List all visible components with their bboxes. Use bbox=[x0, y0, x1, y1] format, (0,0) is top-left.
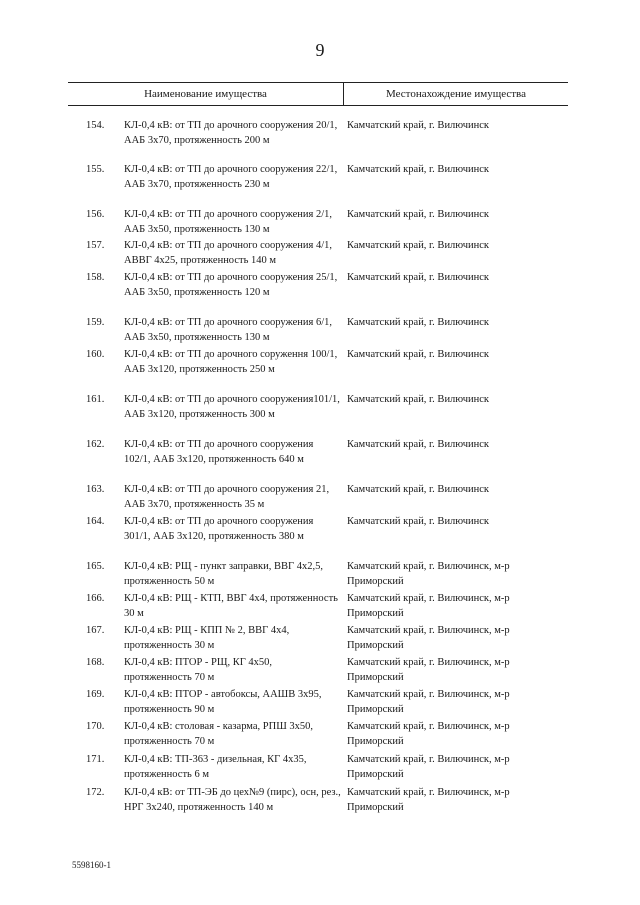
row-number: 163. bbox=[86, 484, 105, 495]
row-number: 157. bbox=[86, 240, 105, 251]
row-location: Камчатский край, г. Вилючинск bbox=[347, 349, 490, 360]
header-location-column: Местонахождение имущества bbox=[386, 88, 526, 100]
row-location: Камчатский край, г. Вилючинск bbox=[347, 484, 490, 495]
row-location: Камчатский край, г. Вилючинск bbox=[347, 439, 490, 450]
row-property-name: КЛ-0,4 кВ: ПТОР - автобоксы, ААШВ 3х95, протяженность 90 м bbox=[124, 689, 322, 716]
row-property-name: КЛ-0,4 кВ: РЩ - КТП, ВВГ 4х4, протяженность 30 м bbox=[124, 593, 338, 620]
row-number: 162. bbox=[86, 439, 105, 450]
row-location: Камчатский край, г. Вилючинск bbox=[347, 317, 490, 328]
row-location: Камчатский край, г. Вилючинск, м-р Приморский bbox=[347, 625, 510, 652]
row-number: 159. bbox=[86, 317, 105, 328]
row-location: Камчатский край, г. Вилючинск, м-р Приморский bbox=[347, 754, 510, 781]
row-location: Камчатский край, г. Вилючинск, м-р Приморский bbox=[347, 721, 510, 748]
row-number: 161. bbox=[86, 394, 105, 405]
row-number: 165. bbox=[86, 561, 105, 572]
row-location: Камчатский край, г. Вилючинск, м-р Приморский bbox=[347, 657, 510, 684]
row-property-name: КЛ-0,4 кВ: от ТП до арочного сооружения 301/1, ААБ 3х120, протяженность 380 м bbox=[124, 516, 314, 543]
row-number: 156. bbox=[86, 209, 105, 220]
row-property-name: КЛ-0,4 кВ: от ТП-ЭБ до цех№9 (пирс), осн, рез., НРГ 3х240, протяженность 140 м bbox=[124, 787, 341, 814]
row-location: Камчатский край, г. Вилючинск, м-р Приморский bbox=[347, 593, 510, 620]
row-property-name: КЛ-0,4 кВ: РЩ - КПП № 2, ВВГ 4х4, протяженность 30 м bbox=[124, 625, 290, 652]
row-property-name: КЛ-0,4 кВ: ТП-363 - дизельная, КГ 4х35, протяженность 6 м bbox=[124, 754, 307, 781]
row-property-name: КЛ-0,4 кВ: от ТП до арочного сооружения 2/1, ААБ 3х50, протяженность 130 м bbox=[124, 209, 333, 236]
row-location: Камчатский край, г. Вилючинск bbox=[347, 209, 490, 220]
row-location: Камчатский край, г. Вилючинск bbox=[347, 516, 490, 527]
row-number: 166. bbox=[86, 593, 105, 604]
row-location: Камчатский край, г. Вилючинск bbox=[347, 394, 490, 405]
row-location: Камчатский край, г. Вилючинск, м-р Приморский bbox=[347, 689, 510, 716]
row-property-name: КЛ-0,4 кВ: от ТП до арочного соруження 100/1, ААБ 3х120, протяженность 250 м bbox=[124, 349, 338, 376]
row-number: 172. bbox=[86, 787, 105, 798]
row-number: 155. bbox=[86, 164, 105, 175]
row-number: 154. bbox=[86, 120, 105, 131]
row-number: 171. bbox=[86, 754, 105, 765]
row-property-name: КЛ-0,4 кВ: РЩ - пункт заправки, ВВГ 4х2,5, протяженность 50 м bbox=[124, 561, 323, 588]
row-number: 170. bbox=[86, 721, 105, 732]
row-number: 160. bbox=[86, 349, 105, 360]
row-location: Камчатский край, г. Вилючинск bbox=[347, 272, 490, 283]
row-location: Камчатский край, г. Вилючинск, м-р Приморский bbox=[347, 561, 510, 588]
row-number: 168. bbox=[86, 657, 105, 668]
row-property-name: КЛ-0,4 кВ: от ТП до арочного сооружения 22/1, ААБ 3х70, протяженность 230 м bbox=[124, 164, 338, 191]
row-property-name: КЛ-0,4 кВ: от ТП до арочного сооружения 102/1, ААБ 3х120, протяженность 640 м bbox=[124, 439, 314, 466]
row-property-name: КЛ-0,4 кВ: от ТП до арочного сооружения 4/1, АВВГ 4х25, протяженность 140 м bbox=[124, 240, 333, 267]
row-property-name: КЛ-0,4 кВ: ПТОР - РЩ, КГ 4х50, протяженность 70 м bbox=[124, 657, 273, 684]
row-property-name: КЛ-0,4 кВ: от ТП до арочного сооружения 6/1, ААБ 3х50, протяженность 130 м bbox=[124, 317, 333, 344]
page-number: 9 bbox=[315, 40, 325, 60]
row-number: 169. bbox=[86, 689, 105, 700]
row-location: Камчатский край, г. Вилючинск, м-р Приморский bbox=[347, 787, 510, 814]
row-number: 158. bbox=[86, 272, 105, 283]
row-location: Камчатский край, г. Вилючинск bbox=[347, 240, 490, 251]
row-property-name: КЛ-0,4 кВ: от ТП до арочного сооружения 21, ААБ 3х70, протяженность 35 м bbox=[124, 484, 330, 511]
row-number: 164. bbox=[86, 516, 105, 527]
document-code: 5598160-1 bbox=[72, 860, 111, 870]
row-number: 167. bbox=[86, 625, 105, 636]
header-name-column: Наименование имущества bbox=[144, 88, 267, 100]
row-property-name: КЛ-0,4 кВ: столовая - казарма, РПШ 3х50, протяженность 70 м bbox=[124, 721, 314, 748]
row-property-name: КЛ-0,4 кВ: от ТП до арочного сооружения101/1, ААБ 3х120, протяженность 300 м bbox=[124, 394, 340, 421]
row-location: Камчатский край, г. Вилючинск bbox=[347, 120, 490, 131]
row-property-name: КЛ-0,4 кВ: от ТП до арочного сооружения 25/1, ААБ 3х50, протяженность 120 м bbox=[124, 272, 338, 299]
row-property-name: КЛ-0,4 кВ: от ТП до арочного сооружения 20/1, ААБ 3х70, протяженность 200 м bbox=[124, 120, 338, 147]
row-location: Камчатский край, г. Вилючинск bbox=[347, 164, 490, 175]
